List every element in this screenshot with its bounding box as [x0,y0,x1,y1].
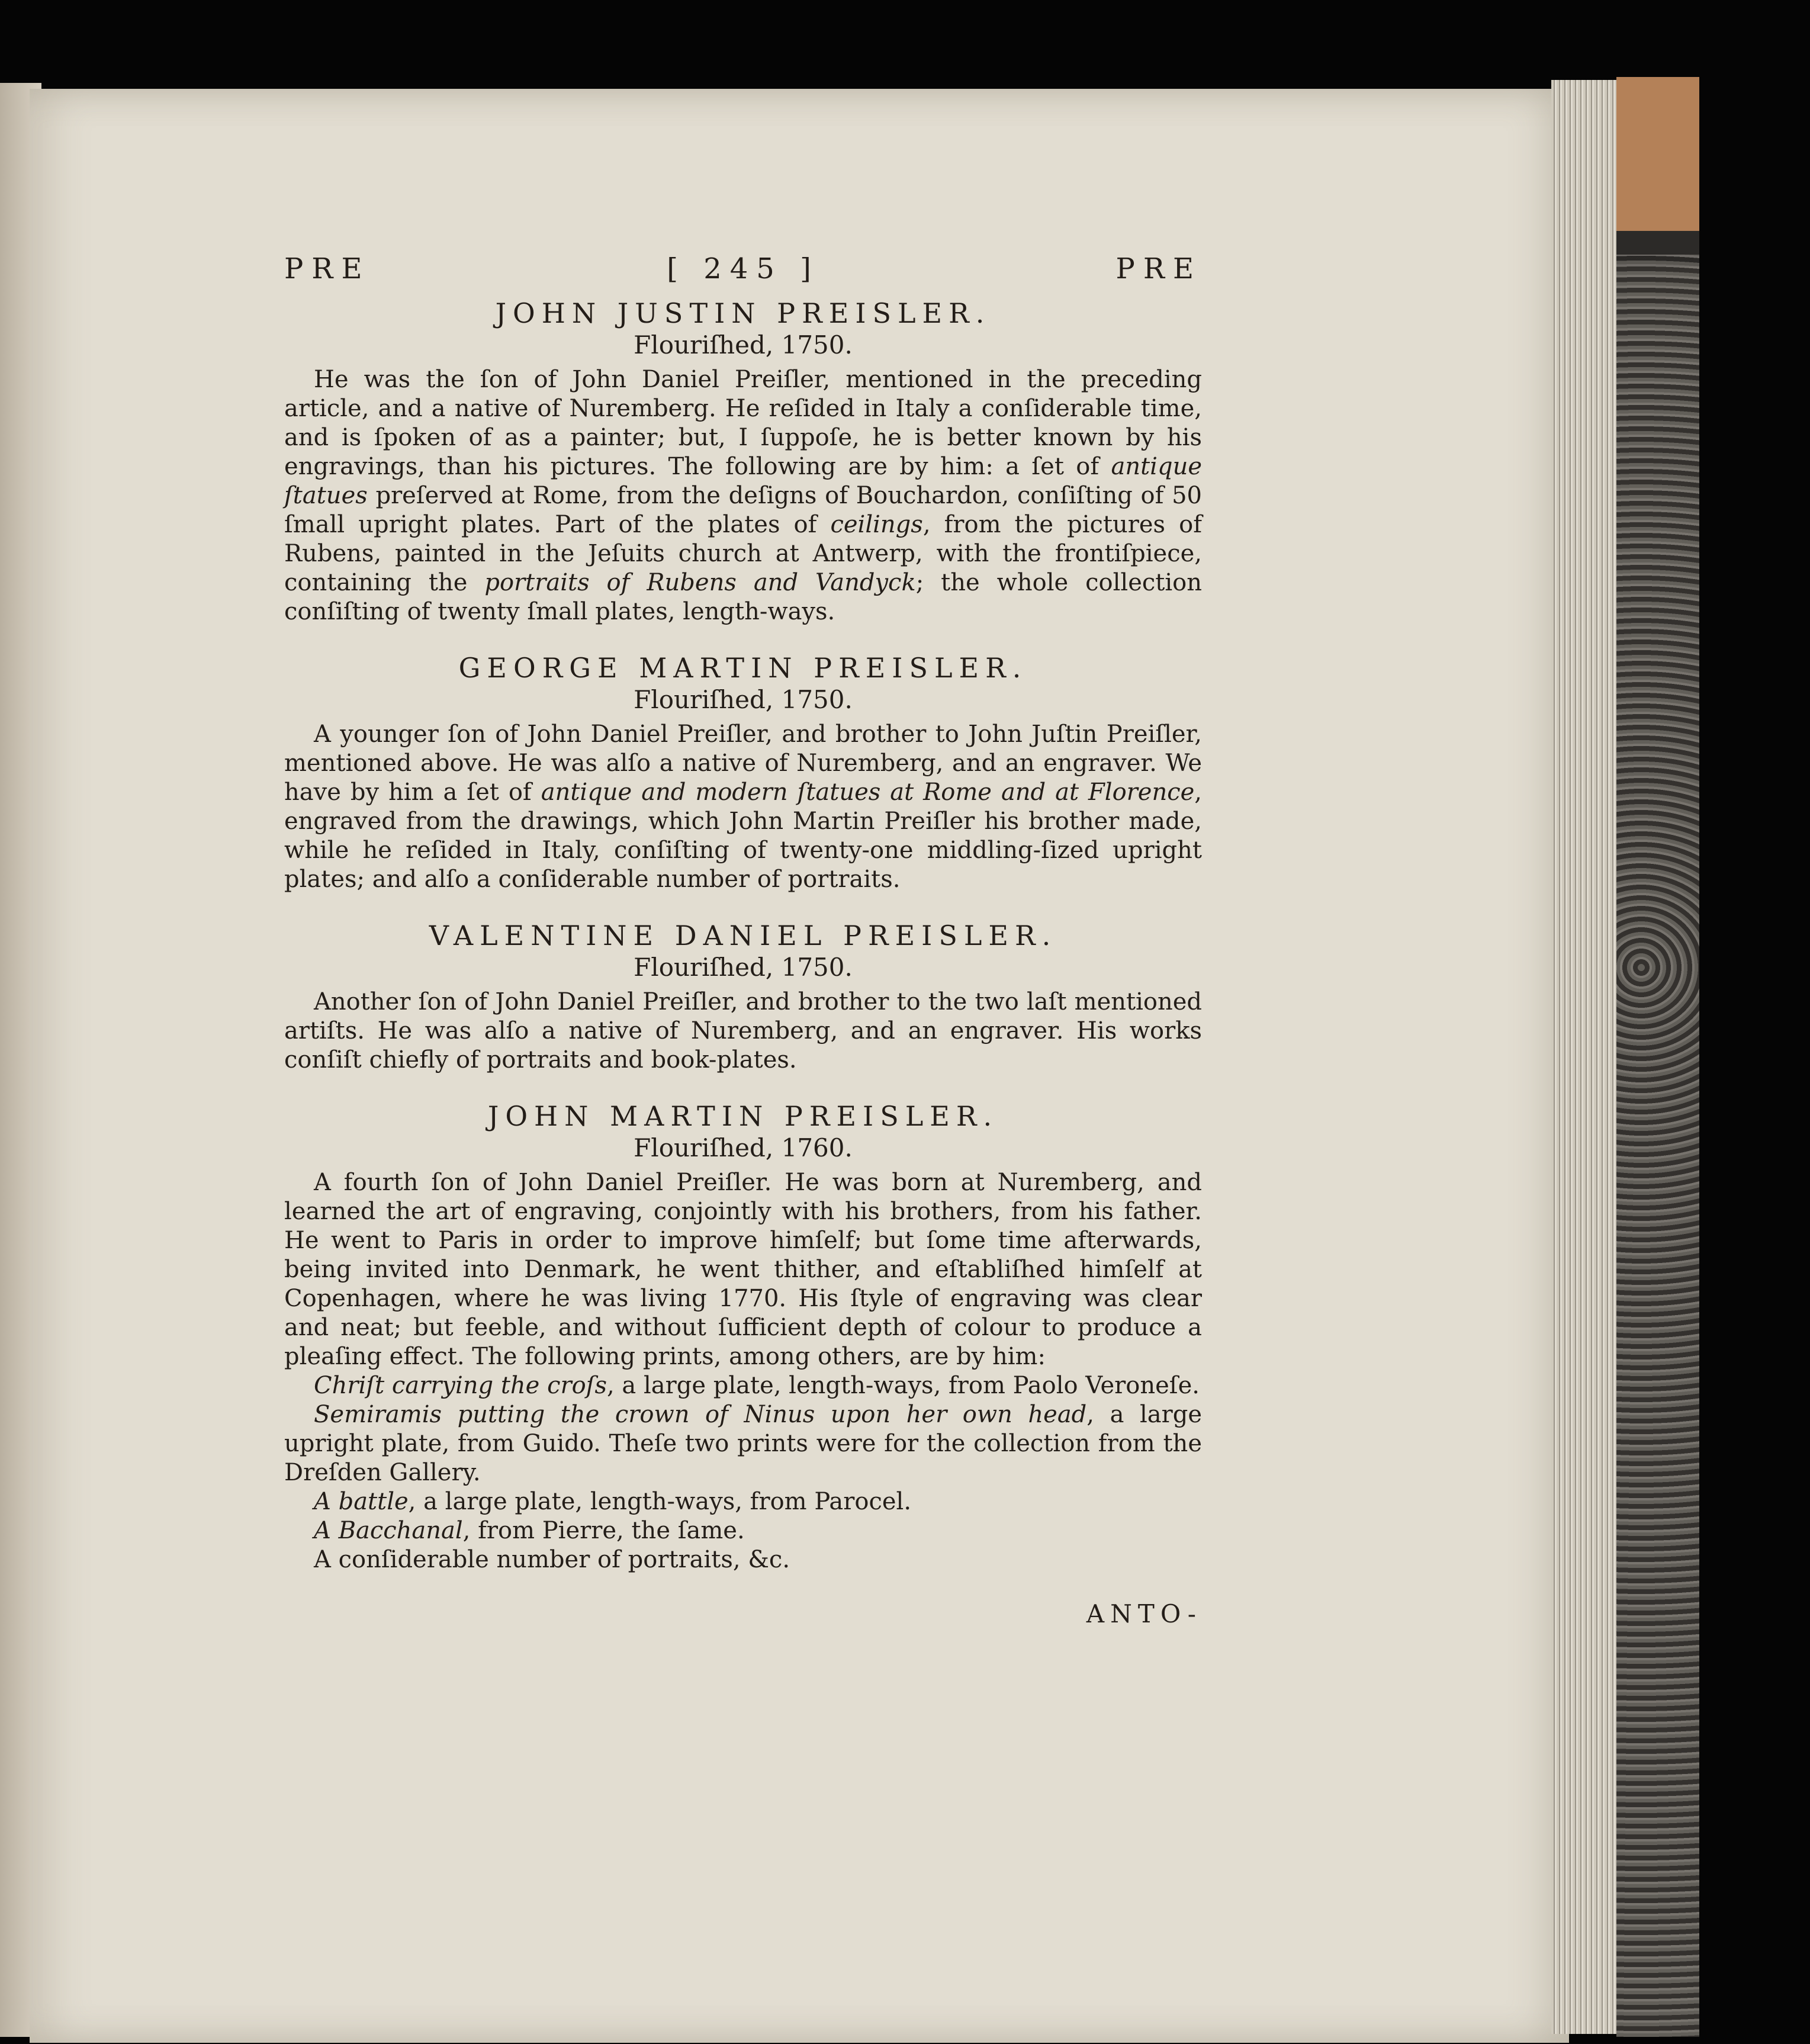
entry-john-justin [284,297,1202,626]
page-stack-edge [1551,80,1622,2034]
print-item: Chriſt carrying the croſs, a large plate, length-ways, from Paolo Veroneſe. [314,1372,1200,1399]
print-item: Semiramis putting the crown of Ninus upon her own head, a large upright plate, from Guido. Theſe two prints were for the collection from the Dreſden Gallery. [284,1401,1203,1486]
print-item: A battle, a large plate, length-ways, from Parocel. [314,1488,912,1515]
entry-body: Another ſon of John Daniel Preiſler, and brother to the two laſt mentioned artiſts. He was alſo a native of Nuremberg, and an engraver. His works conſiſt chiefly of portraits and book-plates. [284,988,1202,1074]
catchword: ANTO- [1086,1599,1202,1628]
entry-valentine-daniel [284,919,1202,1075]
entry-john-martin [284,1100,1202,1574]
print-item: A conſiderable number of portraits, &c. [314,1546,790,1573]
print-item: A Bacchanal, from Pierre, the ſame. [314,1517,745,1544]
marbled-cover [1616,77,1699,2037]
entry-date: Flouriſhed, 1750. [634,685,853,714]
entry-date: Flouriſhed, 1750. [634,330,853,359]
entry-date: Flouriſhed, 1760. [634,1133,853,1162]
page-text [284,252,1203,1628]
header-right: PRE [1115,252,1202,285]
entry-heading: JOHN MARTIN PREISLER. [487,1100,999,1132]
entry-george-martin [284,651,1202,894]
entry-heading: VALENTINE DANIEL PREISLER. [429,920,1057,952]
entry-heading: GEORGE MARTIN PREISLER. [458,652,1028,684]
entry-date: Flouriſhed, 1750. [634,953,853,982]
entry-body: He was the ſon of John Daniel Preiſler, mentioned in the preceding article, and a native of Nuremberg. He reſided in Italy a conſiderable time, and is ſpoken of as a painter; but, I ſuppoſe, he is better known by his engravings, than his pictures. The following are by him: a ſet of antique ſtatues preſerved at Rome, from the deſigns of Bouchardon, conſiſting of 50 ſmall upright plates. Part of the plates of ceilings, from the pictures of Rubens, painted in the Jeſuits church at Antwerp, with the frontiſpiece, containing the portraits of Rubens and Vandyck; the whole collection conſiſting of twenty ſmall plates, length-ways. [284,366,1203,625]
entry-heading: JOHN JUSTIN PREISLER. [495,297,991,329]
running-header [284,252,1202,285]
header-left: PRE [284,252,371,285]
entry-body: A fourth ſon of John Daniel Preiſler. He was born at Nuremberg, and learned the art of engraving, conjointly with his brothers, from his father. He went to Paris in order to improve himſelf; but ſome time afterwards, being invited into Denmark, he went thither, and eſtabliſhed himſelf at Copenhagen, where he was living 1770. His ſtyle of engraving was clear and neat; but feeble, and without ſufficient depth of colour to produce a pleaſing effect. The following prints, among others, are by him: [284,1169,1202,1370]
entry-body: A younger ſon of John Daniel Preiſler, and brother to John Juſtin Preiſler, mentioned above. He was alſo a native of Nuremberg, and an engraver. We have by him a ſet of antique and modern ſtatues at Rome and at Florence, engraved from the drawings, which John Martin Preiſler his brother made, while he reſided in Italy, conſiſting of twenty-one middling-ſized upright plates; and alſo a conſiderable number of portraits. [284,721,1203,893]
page-number: [ 245 ] [667,252,819,285]
